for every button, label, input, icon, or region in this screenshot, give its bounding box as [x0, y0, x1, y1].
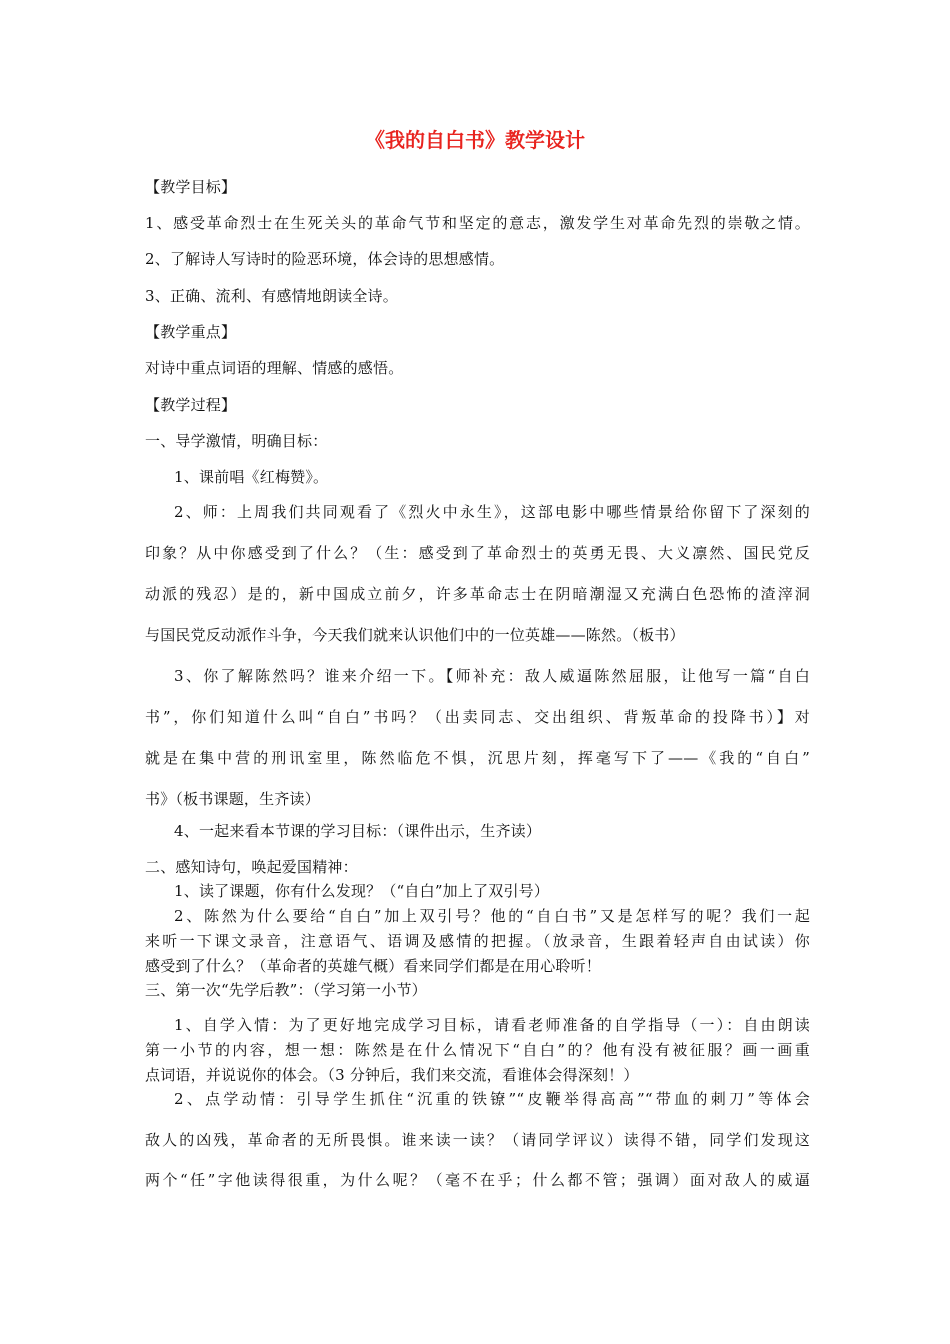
section-heading: 【教学过程】	[145, 396, 237, 414]
section-heading: 【教学重点】	[145, 323, 237, 341]
paragraph-line: 2、点学动情：引导学生抓住“沉重的铁镣”“皮鞭举得高高”“带血的刺刀”等体会	[174, 1090, 810, 1108]
paragraph-line: 1、自学入情：为了更好地完成学习目标，请看老师准备的自学指导（一）：自由朗读	[174, 1016, 810, 1034]
section-heading: 【教学目标】	[145, 178, 237, 196]
paragraph-line: 1、课前唱《红梅赞》。	[174, 468, 329, 486]
paragraph-line: 动派的残忍）是的，新中国成立前夕，许多革命志士在阴暗潮湿又充满白色恐怖的渣滓洞	[145, 585, 810, 603]
paragraph-line: 敌人的凶残，革命者的无所畏惧。谁来读一读？（请同学评议）读得不错，同学们发现这	[145, 1131, 810, 1149]
paragraph-line: 3、正确、流利、有感情地朗读全诗。	[145, 287, 398, 305]
paragraph-line: 两个“任”字他读得很重，为什么呢？（毫不在乎；什么都不管；强调）面对敌人的威逼	[145, 1171, 810, 1189]
paragraph-line: 书”，你们知道什么叫“自白”书吗？（出卖同志、交出组织、背叛革命的投降书）】对	[145, 708, 810, 726]
paragraph-line: 三、第一次“先学后教”：（学习第一小节）	[145, 981, 427, 999]
paragraph-line: 第一小节的内容，想一想：陈然是在什么情况下“自白”的？他有没有被征服？画一画重	[145, 1041, 810, 1059]
paragraph-line: 3、你了解陈然吗？谁来介绍一下。【师补充：敌人威逼陈然屈服，让他写一篇“自白	[174, 667, 810, 685]
paragraph-line: 2、师：上周我们共同观看了《烈火中永生》，这部电影中哪些情景给你留下了深刻的	[174, 503, 810, 521]
paragraph-line: 1、感受革命烈士在生死关头的革命气节和坚定的意志，激发学生对革命先烈的崇敬之情。	[145, 214, 810, 232]
paragraph-line: 对诗中重点词语的理解、情感的感悟。	[145, 359, 404, 377]
paragraph-line: 2、了解诗人写诗时的险恶环境，体会诗的思想感情。	[145, 250, 505, 268]
paragraph-line: 与国民党反动派作斗争，今天我们就来认识他们中的一位英雄——陈然。（板书）	[145, 626, 685, 644]
paragraph-line: 印象？从中你感受到了什么？（生：感受到了革命烈士的英勇无畏、大义凛然、国民党反	[145, 544, 810, 562]
paragraph-line: 就是在集中营的刑讯室里，陈然临危不惧，沉思片刻，挥毫写下了——《我的“自白”	[145, 749, 810, 767]
paragraph-line: 来听一下课文录音，注意语气、语调及感情的把握。（放录音，生跟着轻声自由试读）你	[145, 932, 810, 950]
paragraph-line: 感受到了什么？（革命者的英雄气概）看来同学们都是在用心聆听！	[145, 957, 602, 975]
document-title: 《我的自白书》教学设计	[365, 128, 585, 152]
paragraph-line: 书》（板书课题，生齐读）	[145, 790, 320, 808]
paragraph-line: 4、一起来看本节课的学习目标：（课件出示，生齐读）	[174, 822, 542, 840]
paragraph-line: 点词语，并说说你的体会。（3 分钟后，我们来交流，看谁体会得深刻！）	[145, 1066, 639, 1084]
paragraph-line: 二、感知诗句，唤起爱国精神：	[145, 858, 358, 876]
paragraph-line: 1、读了课题，你有什么发现？（“自白”加上了双引号）	[174, 882, 550, 900]
paragraph-line: 2、陈然为什么要给“自白”加上双引号？他的“自白书”又是怎样写的呢？我们一起	[174, 907, 810, 925]
paragraph-line: 一、导学激情，明确目标：	[145, 432, 328, 450]
